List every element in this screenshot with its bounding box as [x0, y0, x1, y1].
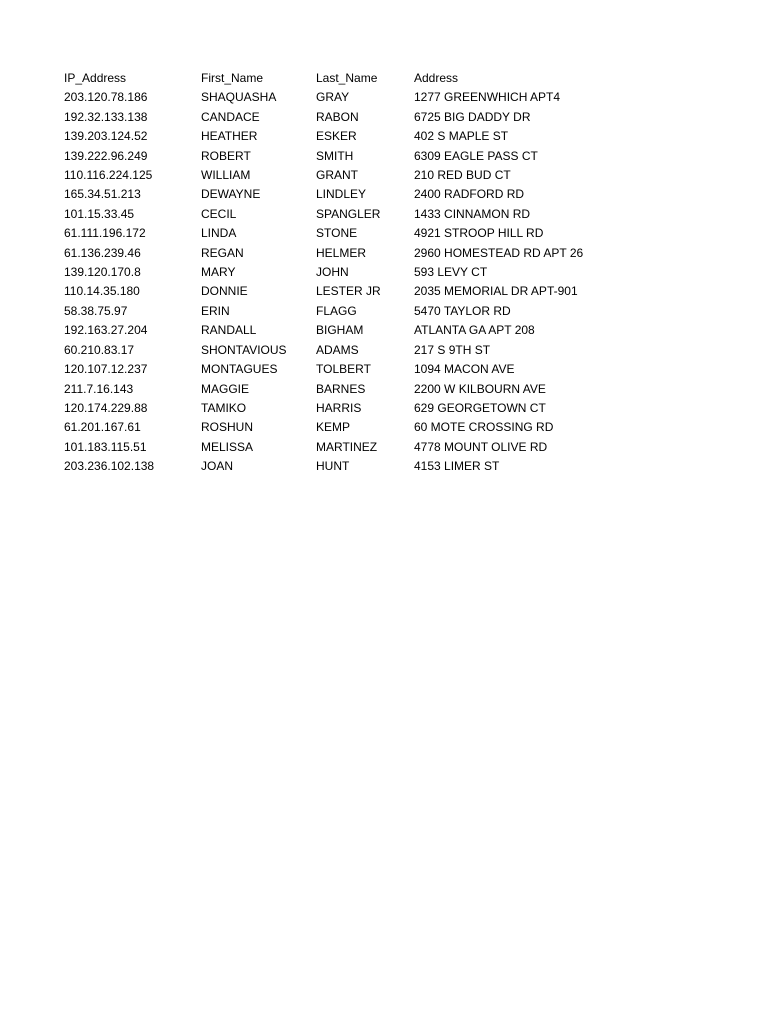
cell-address: 2400 RADFORD RD: [414, 187, 525, 202]
cell-last-name: STONE: [316, 226, 358, 241]
cell-last-name: BARNES: [316, 381, 366, 396]
cell-last-name: GRANT: [316, 168, 358, 183]
table-row: [64, 147, 654, 166]
cell-first-name: TAMIKO: [201, 400, 247, 415]
cell-ip-address: 139.120.170.8: [64, 265, 141, 280]
cell-last-name: RABON: [316, 109, 359, 124]
cell-ip-address: 61.111.196.172: [64, 226, 146, 241]
cell-address: 1277 GREENWHICH APT4: [414, 90, 561, 105]
cell-ip-address: 110.116.224.125: [64, 168, 153, 183]
table-row: [64, 321, 654, 340]
table-row: [64, 263, 654, 282]
table-row: [64, 224, 654, 243]
table-row: [64, 127, 654, 146]
cell-first-name: ERIN: [201, 303, 230, 318]
header-first-name: First_Name: [201, 71, 264, 85]
table-row: [64, 282, 654, 301]
cell-ip-address: 139.222.96.249: [64, 148, 148, 163]
cell-last-name: BIGHAM: [316, 323, 364, 338]
cell-ip-address: 60.210.83.17: [64, 342, 135, 357]
cell-address: 593 LEVY CT: [414, 265, 488, 280]
table-row: [64, 418, 654, 437]
cell-last-name: SPANGLER: [316, 206, 381, 221]
cell-first-name: LINDA: [201, 226, 237, 241]
cell-last-name: LINDLEY: [316, 187, 367, 202]
table-row: [64, 399, 654, 418]
header-ip-address: IP_Address: [64, 71, 127, 85]
cell-address: 1433 CINNAMON RD: [414, 206, 531, 221]
cell-last-name: TOLBERT: [316, 362, 371, 377]
cell-address: 6725 BIG DADDY DR: [414, 109, 531, 124]
table-row: [64, 185, 654, 204]
table-row: [64, 380, 654, 399]
cell-address: 402 S MAPLE ST: [414, 129, 509, 144]
cell-last-name: ESKER: [316, 129, 357, 144]
cell-ip-address: 58.38.75.97: [64, 303, 128, 318]
header-last-name: Last_Name: [316, 71, 378, 85]
cell-last-name: LESTER JR: [316, 284, 381, 299]
cell-ip-address: 203.236.102.138: [64, 459, 155, 474]
table-row: [64, 88, 654, 107]
table-row: [64, 244, 654, 263]
cell-first-name: MONTAGUES: [201, 362, 278, 377]
header-address: Address: [414, 71, 459, 85]
cell-last-name: HUNT: [316, 459, 350, 474]
cell-address: 4921 STROOP HILL RD: [414, 226, 544, 241]
cell-address: 2200 W KILBOURN AVE: [414, 381, 546, 396]
cell-address: 629 GEORGETOWN CT: [414, 400, 546, 415]
cell-ip-address: 120.107.12.237: [64, 362, 148, 377]
cell-first-name: MARY: [201, 265, 236, 280]
cell-ip-address: 165.34.51.213: [64, 187, 141, 202]
cell-first-name: MAGGIE: [201, 381, 250, 396]
cell-first-name: JOAN: [201, 459, 234, 474]
cell-first-name: DEWAYNE: [201, 187, 261, 202]
cell-last-name: FLAGG: [316, 303, 357, 318]
cell-ip-address: 61.136.239.46: [64, 245, 141, 260]
cell-address: 4153 LIMER ST: [414, 459, 500, 474]
cell-ip-address: 101.15.33.45: [64, 206, 135, 221]
cell-ip-address: 211.7.16.143: [64, 381, 134, 396]
header-row: [64, 69, 654, 88]
cell-ip-address: 120.174.229.88: [64, 400, 148, 415]
cell-first-name: HEATHER: [201, 129, 258, 144]
cell-last-name: GRAY: [316, 90, 350, 105]
cell-ip-address: 139.203.124.52: [64, 129, 148, 144]
cell-first-name: ROSHUN: [201, 420, 254, 435]
cell-address: 6309 EAGLE PASS CT: [414, 148, 538, 163]
cell-first-name: SHAQUASHA: [201, 90, 277, 105]
table-row: [64, 108, 654, 127]
cell-first-name: MELISSA: [201, 439, 254, 454]
cell-ip-address: 192.163.27.204: [64, 323, 148, 338]
cell-address: 210 RED BUD CT: [414, 168, 511, 183]
cell-address: 217 S 9TH ST: [414, 342, 491, 357]
cell-last-name: SMITH: [316, 148, 354, 163]
cell-last-name: JOHN: [316, 265, 349, 280]
spreadsheet-page: [64, 69, 664, 477]
cell-first-name: RANDALL: [201, 323, 257, 338]
cell-ip-address: 110.14.35.180: [64, 284, 140, 299]
cell-first-name: CANDACE: [201, 109, 260, 124]
table-body: [64, 88, 654, 476]
cell-last-name: HELMER: [316, 245, 367, 260]
table-row: [64, 360, 654, 379]
cell-first-name: WILLIAM: [201, 168, 251, 183]
cell-last-name: MARTINEZ: [316, 439, 378, 454]
cell-last-name: KEMP: [316, 420, 351, 435]
cell-first-name: SHONTAVIOUS: [201, 342, 287, 357]
table-row: [64, 438, 654, 457]
cell-address: 1094 MACON AVE: [414, 362, 515, 377]
table-row: [64, 457, 654, 476]
cell-first-name: CECIL: [201, 206, 237, 221]
cell-address: 2035 MEMORIAL DR APT-901: [414, 284, 578, 299]
cell-address: 4778 MOUNT OLIVE RD: [414, 439, 548, 454]
cell-ip-address: 192.32.133.138: [64, 109, 148, 124]
cell-ip-address: 203.120.78.186: [64, 90, 148, 105]
cell-address: ATLANTA GA APT 208: [414, 323, 535, 338]
cell-last-name: HARRIS: [316, 400, 362, 415]
table-row: [64, 166, 654, 185]
table-row: [64, 205, 654, 224]
cell-first-name: DONNIE: [201, 284, 248, 299]
cell-first-name: ROBERT: [201, 148, 251, 163]
cell-ip-address: 101.183.115.51: [64, 439, 147, 454]
cell-address: 2960 HOMESTEAD RD APT 26: [414, 245, 584, 260]
table-row: [64, 341, 654, 360]
cell-address: 60 MOTE CROSSING RD: [414, 420, 554, 435]
data-table: [64, 69, 654, 477]
cell-first-name: REGAN: [201, 245, 244, 260]
cell-ip-address: 61.201.167.61: [64, 420, 141, 435]
cell-address: 5470 TAYLOR RD: [414, 303, 511, 318]
cell-last-name: ADAMS: [316, 342, 359, 357]
table-row: [64, 302, 654, 321]
